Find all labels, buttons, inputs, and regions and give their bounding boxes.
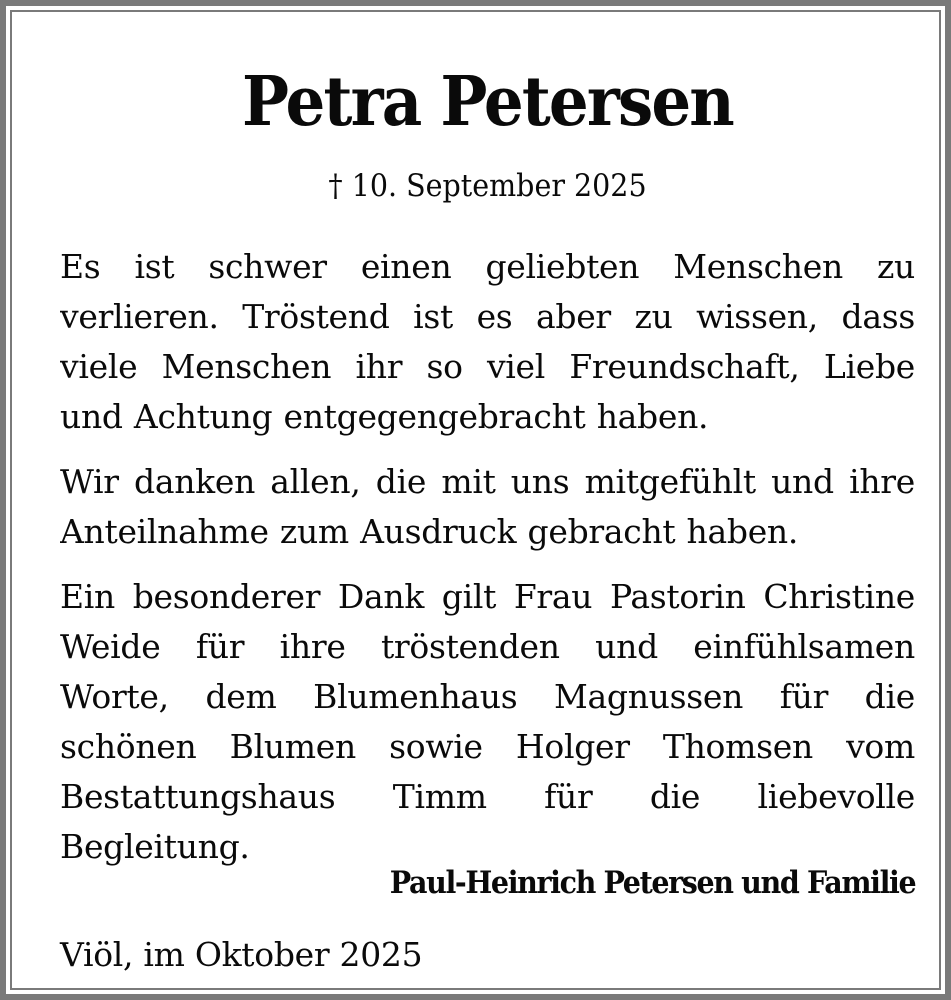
- paragraph-line: Worte, dem Blumenhaus Magnussen für die: [60, 677, 915, 716]
- paragraph-line: Ein besonderer Dank gilt Frau Pastorin Christine: [60, 577, 915, 616]
- inner-border: [10, 10, 941, 990]
- death-date: † 10. September 2025: [328, 168, 647, 204]
- paragraph-thanks: [60, 457, 915, 557]
- paragraph-line: Begleitung.: [60, 827, 250, 866]
- paragraph-line: schönen Blumen sowie Holger Thomsen vom: [60, 727, 915, 766]
- paragraph-line: Weide für ihre tröstenden und einfühlsamen: [60, 627, 915, 666]
- signature: Paul-Heinrich Petersen und Familie: [389, 865, 915, 901]
- place-and-date: Viöl, im Oktober 2025: [60, 935, 423, 974]
- paragraph-line: Anteilnahme zum Ausdruck gebracht haben.: [60, 512, 799, 551]
- paragraph-condolence: [60, 242, 915, 442]
- paragraph-line: viele Menschen ihr so viel Freundschaft, Liebe: [60, 347, 915, 386]
- deceased-name: Petra Petersen: [242, 62, 733, 142]
- paragraph-line: verlieren. Tröstend ist es aber zu wissen, dass: [60, 297, 915, 336]
- paragraph-line: Bestattungshaus Timm für die liebevolle: [60, 777, 915, 816]
- paragraph-line: und Achtung entgegengebracht haben.: [60, 397, 709, 436]
- paragraph-line: Wir danken allen, die mit uns mitgefühlt und ihre: [60, 462, 915, 501]
- paragraph-special-thanks: [60, 572, 915, 872]
- paragraph-line: Es ist schwer einen geliebten Menschen zu: [60, 247, 915, 286]
